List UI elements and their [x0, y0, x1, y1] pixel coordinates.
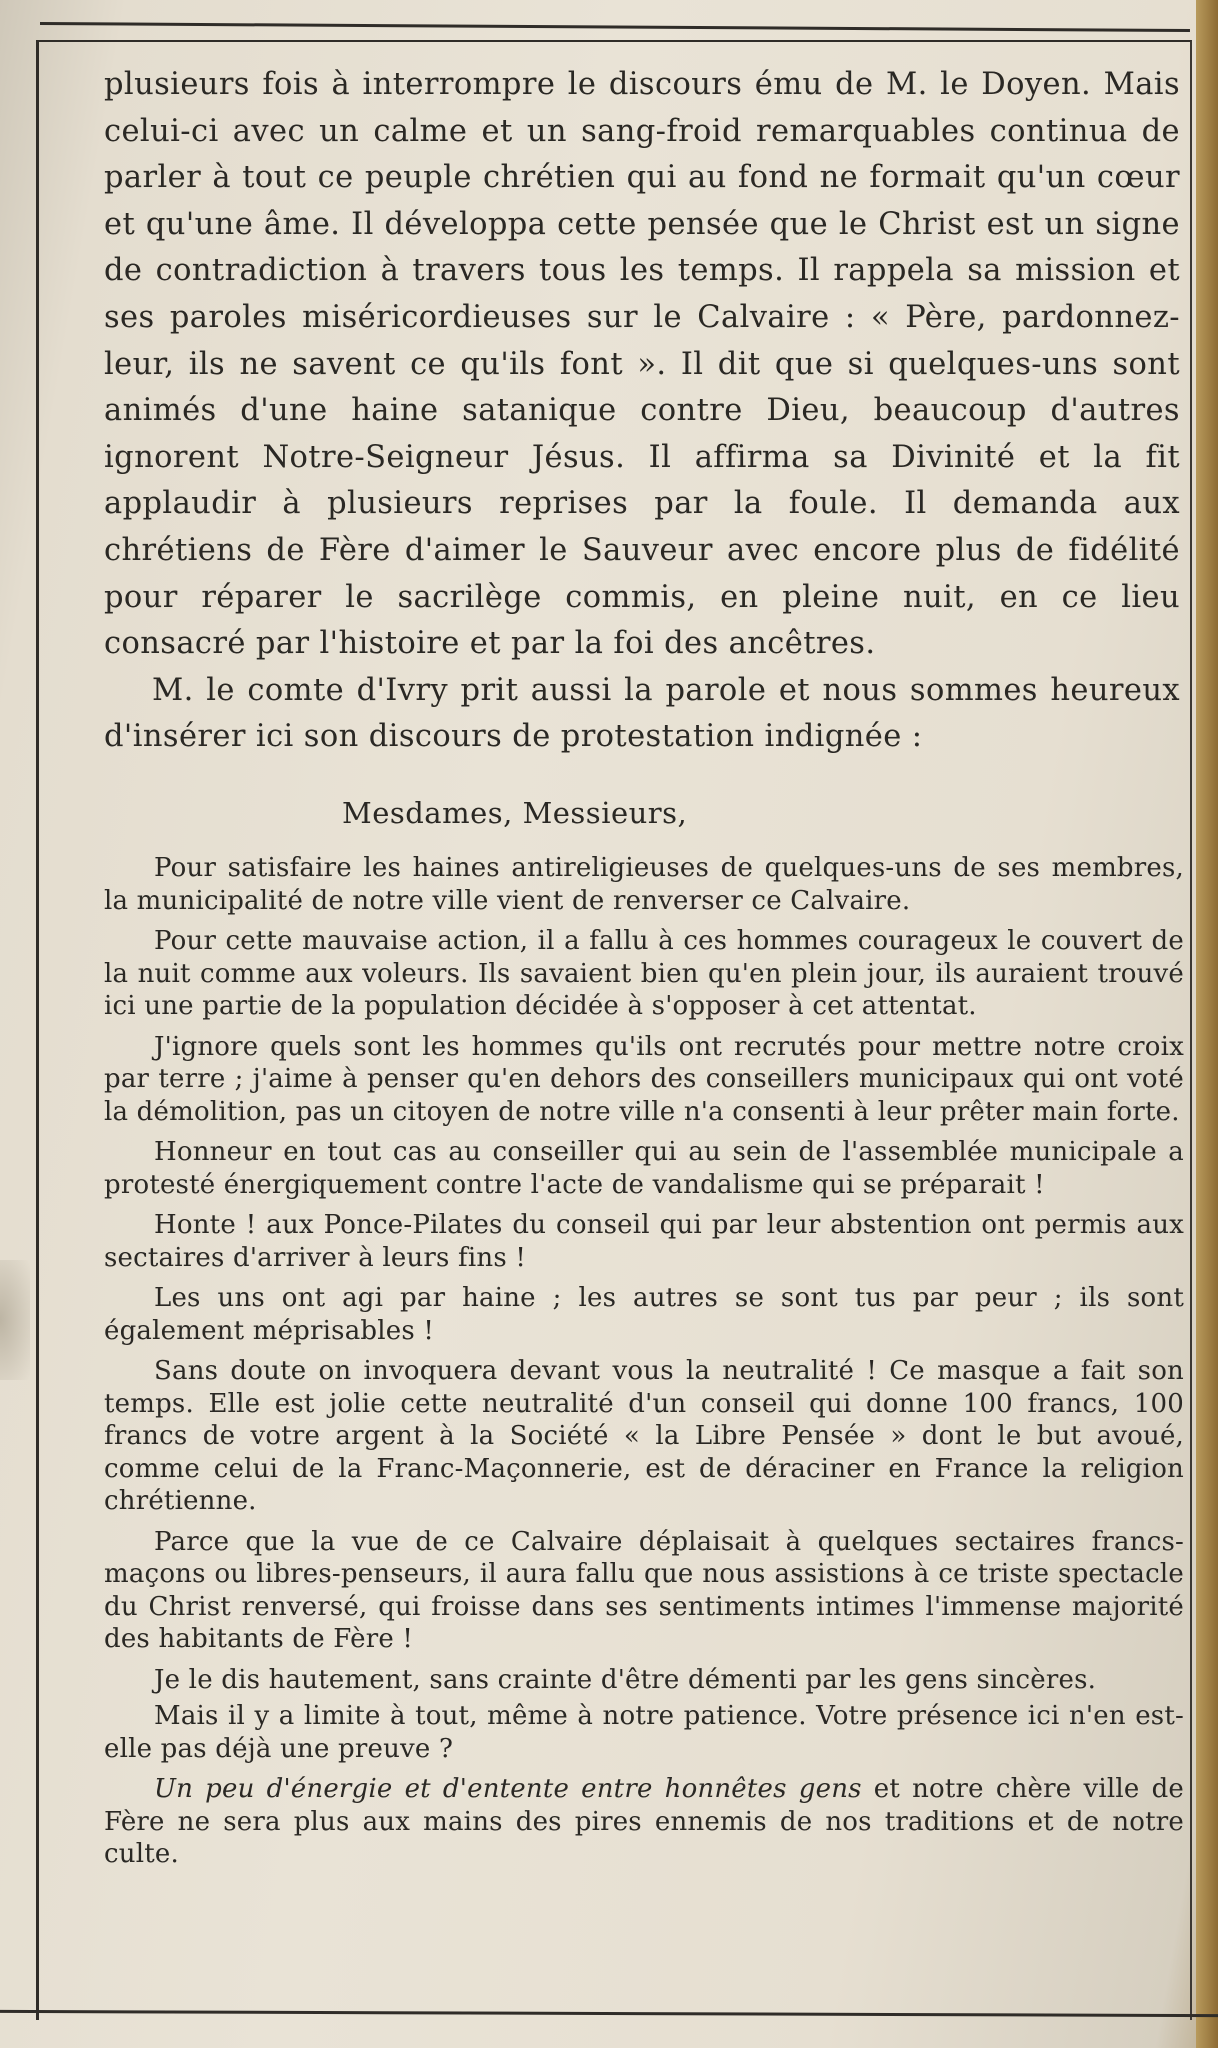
intro-paragraph-2: M. le comte d'Ivry prit aussi la parole et nous sommes heureux d'insérer ici son discours de protestation indignée : — [104, 672, 1180, 755]
closing-rest: et notre chère ville de Fère ne sera plus aux mains des pires ennemis de nos traditions et de notre culte. — [104, 1774, 1184, 1869]
speech-paragraph: Pour cette mauvaise action, il a fallu à ces hommes courageux le couvert de la nuit comme aux voleurs. Ils savaient bien qu'en plein jour, ils auraient trouvé ici une partie de la population décidée à s'opposer à cet attentat. — [104, 926, 1184, 1021]
intro-text — [104, 62, 1180, 761]
paper-stain — [0, 1260, 30, 1380]
speech-paragraph: Pour satisfaire les haines antireligieuses de quelques-uns de ses membres, la municipalité de notre ville vient de renverser ce Calvaire. — [104, 853, 1184, 916]
speech-text — [104, 852, 1184, 1879]
closing-italic: Un peu d'énergie et d'entente entre honnêtes gens — [154, 1774, 862, 1804]
speech-salutation: Mesdames, Messieurs, — [342, 796, 688, 830]
closing-paragraph — [104, 1773, 1184, 1871]
top-rule — [40, 22, 1190, 32]
intro-paragraph-1: plusieurs fois à interrompre le discours ému de M. le Doyen. Mais celui-ci avec un calme et un sang-froid remarquables continua de parler à tout ce peuple chrétien qui au fond ne formait qu'un cœur et qu'une âme. Il développa cette pensée que le Christ est un signe de contradiction à travers tous les temps. Il rappela sa mission et ses paroles miséricordieuses sur le Calvaire : « Père, pardonnez-leur, ils ne savent ce qu'ils font ». Il dit que si quelques-uns sont animés d'une haine satanique contre Dieu, beaucoup d'autres ignorent Notre-Seigneur Jésus. Il affirma sa Divinité et la fit applaudir à plusieurs reprises par la foule. Il demanda aux chrétiens de Fère d'aimer le Sauveur avec encore plus de fidélité pour réparer le sacrilège commis, en pleine nuit, en ce lieu consacré par l'histoire et par la foi des ancêtres. — [104, 67, 1180, 662]
binding-edge — [1196, 0, 1218, 2048]
speech-paragraph: Les uns ont agi par haine ; les autres se sont tus par peur ; ils sont également méprisables ! — [104, 1283, 1184, 1346]
speech-paragraph: Mais il y a limite à tout, même à notre patience. Votre présence ici n'en est-elle pas déjà une preuve ? — [104, 1701, 1184, 1764]
speech-paragraph: Honte ! aux Ponce-Pilates du conseil qui par leur abstention ont permis aux sectaires d'arriver à leurs fins ! — [104, 1210, 1184, 1273]
speech-paragraph: Sans doute on invoquera devant vous la neutralité ! Ce masque a fait son temps. Elle est jolie cette neutralité d'un conseil qui donne 100 francs, 100 francs de votre argent à la Société « la Libre Pensée » dont le but avoué, comme celui de la Franc-Maçonnerie, est de déraciner en France la religion chrétienne. — [104, 1356, 1184, 1516]
speech-paragraph: Parce que la vue de ce Calvaire déplaisait à quelques sectaires francs-maçons ou libres-penseurs, il aura fallu que nous assistions à ce triste spectacle du Christ renversé, qui froisse dans ses sentiments intimes l'immense majorité des habitants de Fère ! — [104, 1526, 1184, 1654]
speech-paragraph: J'ignore quels sont les hommes qu'ils ont recrutés pour mettre notre croix par terre ; j'aime à penser qu'en dehors des conseillers municipaux qui ont voté la démolition, pas un citoyen de notre ville n'a consenti à leur prêter main forte. — [104, 1031, 1184, 1127]
speech-paragraph: Je le dis hautement, sans crainte d'être démenti par les gens sincères. — [154, 1664, 1097, 1695]
speech-paragraph: Honneur en tout cas au conseiller qui au sein de l'assemblée municipale a protesté énergiquement contre l'acte de vandalisme qui se préparait ! — [104, 1137, 1184, 1200]
